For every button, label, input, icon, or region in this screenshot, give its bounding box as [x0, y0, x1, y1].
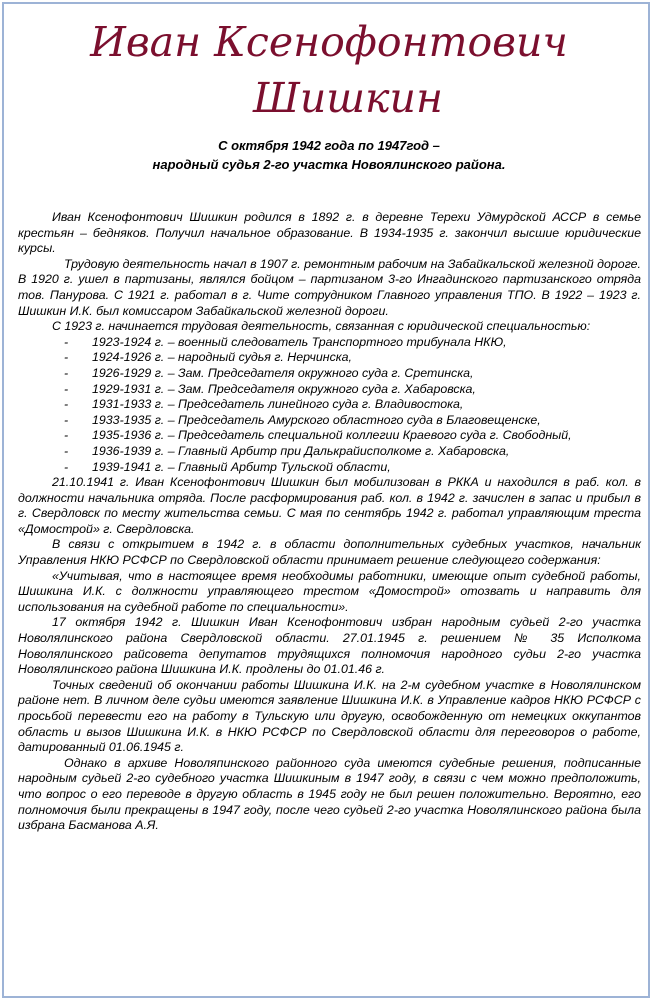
page-title-line2: Шишкин [253, 74, 443, 122]
list-item: - 1926-1929 г. – Зам. Председателя окружного суда г. Сретинска, [18, 366, 641, 382]
paragraph-election: 17 октября 1942 г. Шишкин Иван Ксенофонтович избран народным судьей 2-го участка Новолялинского района Свердловской области. 27.01.1945 г. решением № 35 Исполкома Новолялинского райсовета депутатов трудящихся полномочия народного судьи 2-го участка Новолялинского района Шишкина И.К. продлены до 01.01.46 г. [18, 615, 641, 677]
list-item: - 1923-1924 г. – военный следователь Транспортного трибунала НКЮ, [18, 335, 641, 351]
list-item: - 1933-1935 г. – Председатель Амурского областного суда в Благовещенске, [18, 413, 641, 429]
subtitle-line1: С октября 1942 года по 1947год – [218, 138, 440, 153]
paragraph-decision-quote: «Учитывая, что в настоящее время необходимы работники, имеющие опыт судебной работы, Шишкина И.К. с должности управляющего трестом «Домострой» отозвать и направить для использования на судебной работе по специальности». [18, 568, 641, 614]
list-item: - 1931-1933 г. – Председатель линейного суда г. Владивостока, [18, 397, 641, 413]
list-item: - 1936-1939 г. – Главный Арбитр при Далькрайисполкоме г. Хабаровска, [18, 444, 641, 460]
career-list [18, 335, 641, 475]
paragraph-mobilization: 21.10.1941 г. Иван Ксенофонтович Шишкин был мобилизован в РККА и находился в раб. кол. в должности начальника отряда. После расформирования раб. кол. в 1942 г. зачислен в запас и прибыл в г. Свердловск по месту жительства семьи. С мая по сентябрь 1942 г. работал управляющим треста «Домострой» г. Свердловска. [18, 475, 641, 536]
article-body [18, 210, 641, 834]
paragraph-archive: Однако в архиве Новоляпинского районного суда имеются судебные решения, подписанные народным судьей 2-го судебного участка Шишкиным в 1947 году, в связи с чем можно предположить, что вопрос о его переводе в другую область в 1945 году не был решен положительно. Вероятно, его полномочия были прекращены в 1947 году, после чего судьей 2-го участка Новолялинского района была избрана Басманова А.Я. [18, 755, 641, 833]
list-item: - 1929-1931 г. – Зам. Председателя окружного суда г. Хабаровска, [18, 382, 641, 398]
paragraph-legal-career-intro: С 1923 г. начинается трудовая деятельность, связанная с юридической специальностью: [52, 319, 591, 334]
paragraph-end-of-work: Точных сведений об окончании работы Шишкина И.К. на 2-м судебном участке в Новолялинском районе нет. В личном деле судьи имеются заявление Шишкина И.К. в Управление кадров НКЮ РСФСР с просьбой перевести его на работу в Тульскую или другую, освобожденную от немецких оккупантов область и вызов Шишкина И.К. в НКЮ РСФСР по Свердловской области для переговоров о работе, датированный 01.06.1945 г. [18, 677, 641, 755]
paragraph-decision-intro: В связи с открытием в 1942 г. в области дополнительных судебных участков, начальник Управления НКЮ РСФСР по Свердловской области принимает решение следующего содержания: [18, 537, 641, 568]
list-item: - 1939-1941 г. – Главный Арбитр Тульской области, [18, 460, 641, 476]
paragraph-birth: Иван Ксенофонтович Шишкин родился в 1892 г. в деревне Терехи Удмурдской АССР в семье крестьян – бедняков. Получил начальное образование. В 1934-1935 г. закончил высшие юридические курсы. [18, 210, 641, 256]
page-title-line1: Иван Ксенофонтович [90, 18, 568, 66]
paragraph-early-career: Трудовую деятельность начал в 1907 г. ремонтным рабочим на Забайкальской железной дороге. В 1920 г. ушел в партизаны, являлся бойцом – партизаном 3-го Ингадинского партизанского отряда тов. Панурова. С 1921 г. работал в г. Чите сотрудником Главного управления ТПО. В 1922 – 1923 г. Шишкин И.К. был комиссаром Забайкальской железной дороги. [18, 256, 641, 318]
list-item: - 1935-1936 г. – Председатель специальной коллегии Краевого суда г. Свободный, [18, 428, 641, 444]
subtitle-line2: народный судья 2-го участка Новоялинского района. [152, 157, 506, 172]
list-item: - 1924-1926 г. – народный судья г. Нерчинска, [18, 350, 641, 366]
